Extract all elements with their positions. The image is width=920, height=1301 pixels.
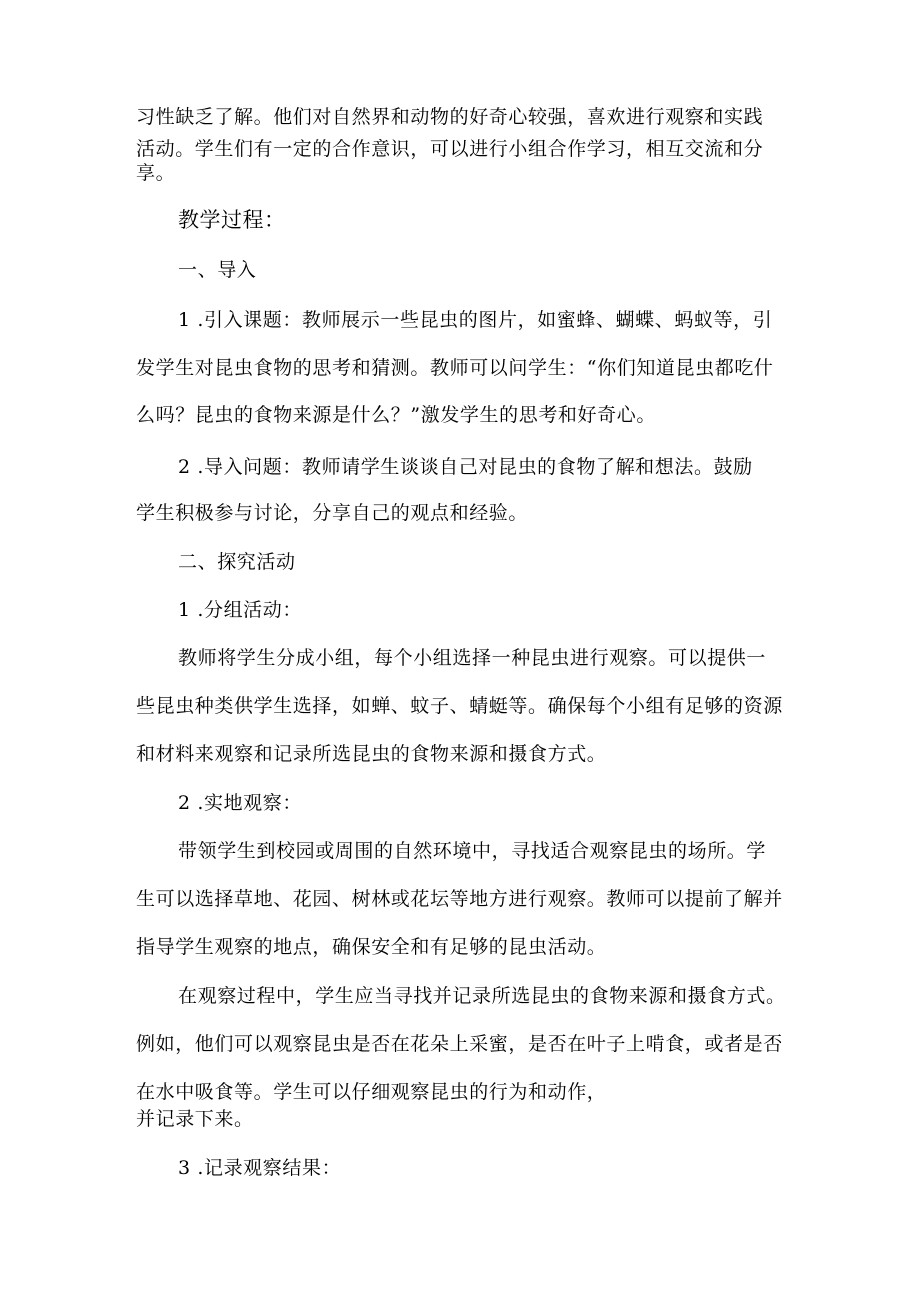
paragraph-line: 在观察过程中，学生应当寻找并记录所选昆虫的食物来源和摄食方式。 bbox=[178, 985, 786, 1007]
paragraph-line: 指导学生观察的地点，确保安全和有足够的昆虫活动。 bbox=[136, 936, 607, 958]
paragraph-line: 活动。学生们有一定的合作意识，可以进行小组合作学习，相互交流和分 bbox=[136, 138, 764, 160]
paragraph-line: 带领学生到校园或周围的自然环境中，寻找适合观察昆虫的场所。学 bbox=[178, 840, 767, 862]
paragraph-line: 在水中吸食等。学生可以仔细观察昆虫的行为和动作， bbox=[136, 1081, 607, 1103]
item-heading-record-results: 3 .记录观察结果： bbox=[178, 1157, 342, 1179]
paragraph-line: 和材料来观察和记录所选昆虫的食物来源和摄食方式。 bbox=[136, 743, 607, 765]
subsection-heading-introduction: 一、导入 bbox=[178, 259, 257, 281]
paragraph-line: 习性缺乏了解。他们对自然界和动物的好奇心较强，喜欢进行观察和实践 bbox=[136, 106, 764, 128]
paragraph-line: 2 .导入问题：教师请学生谈谈自己对昆虫的食物了解和想法。鼓励 bbox=[178, 456, 753, 478]
subsection-heading-inquiry-activity: 二、探究活动 bbox=[178, 551, 296, 573]
paragraph-line: 么吗？昆虫的食物来源是什么？”激发学生的思考和好奇心。 bbox=[136, 404, 656, 426]
paragraph-line: 发学生对昆虫食物的思考和猜测。教师可以问学生：“你们知道昆虫都吃什 bbox=[136, 357, 774, 379]
paragraph-line: 享。 bbox=[136, 162, 176, 184]
paragraph-line: 1 .引入课题：教师展示一些昆虫的图片，如蜜蜂、蝴蝶、蚂蚁等，引 bbox=[178, 309, 773, 331]
paragraph-line: 并记录下来。 bbox=[136, 1108, 254, 1130]
item-heading-group-activity: 1 .分组活动： bbox=[178, 599, 302, 621]
paragraph-line: 些昆虫种类供学生选择，如蝉、蚊子、蜻蜓等。确保每个小组有足够的资源 bbox=[136, 695, 783, 717]
item-heading-field-observation: 2 .实地观察： bbox=[178, 792, 302, 814]
paragraph-line: 生可以选择草地、花园、树林或花坛等地方进行观察。教师可以提前了解并 bbox=[136, 888, 783, 910]
paragraph-line: 例如，他们可以观察昆虫是否在花朵上采蜜，是否在叶子上啃食，或者是否 bbox=[136, 1033, 783, 1055]
paragraph-line: 学生积极参与讨论，分享自己的观点和经验。 bbox=[136, 502, 529, 524]
paragraph-line: 教师将学生分成小组，每个小组选择一种昆虫进行观察。可以提供一 bbox=[178, 647, 767, 669]
section-heading-teaching-process: 教学过程： bbox=[178, 208, 286, 232]
